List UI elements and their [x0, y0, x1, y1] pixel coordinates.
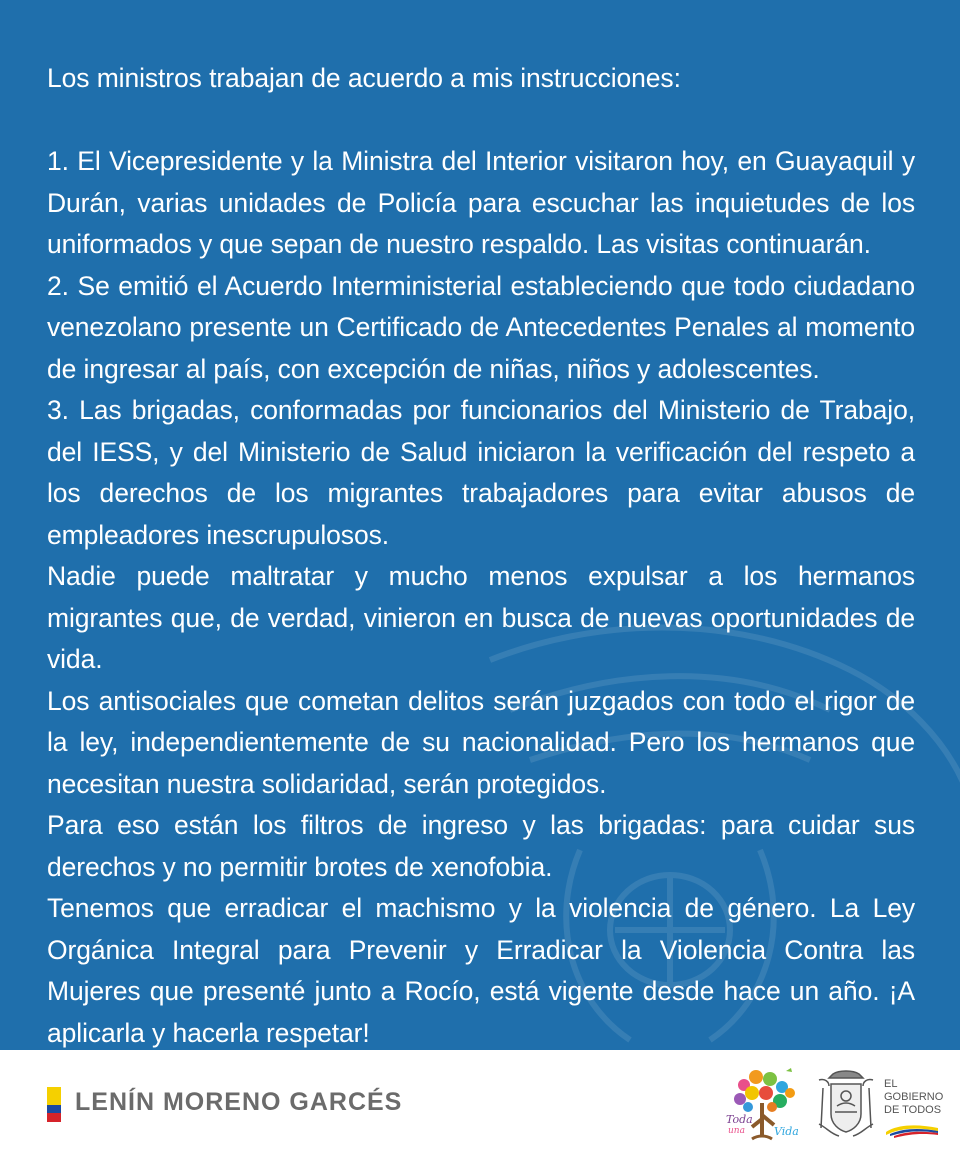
- paragraph-1: 1. El Vicepresidente y la Ministra del Interior visitaron hoy, en Guayaquil y Durán, varias unidades de Policía para escuchar las inquietudes de los uniformados y que sepan de nuestro respaldo. Las visitas continuarán.: [47, 146, 915, 259]
- message-intro: Los ministros trabajan de acuerdo a mis instrucciones:: [47, 63, 681, 93]
- gov-logo-line-2: GOBIERNO: [884, 1091, 944, 1103]
- ecuador-flag-icon: [47, 1087, 61, 1122]
- flag-yellow-stripe: [47, 1087, 61, 1105]
- paragraph-4: Nadie puede maltratar y mucho menos expulsar a los hermanos migrantes que, de verdad, vinieron en busca de nuevas oportunidades de vida.: [47, 561, 915, 674]
- paragraph-5: Los antisociales que cometan delitos serán juzgados con todo el rigor de la ley, independientemente de su nacionalidad. Pero los hermanos que necesitan nuestra solidaridad, serán protegidos.: [47, 685, 915, 799]
- flag-red-stripe: [47, 1113, 61, 1122]
- toda-una-vida-logo-icon: [722, 1063, 804, 1145]
- paragraph-7: Tenemos que erradicar el machismo y la violencia de género. La Ley Orgánica Integral para Prevenir y Erradicar la Violencia Contra las Mujeres que presenté junto a Rocío, está vigente desde hace un año. ¡A aplicarla y hacerla respetar!: [47, 893, 915, 1048]
- gov-logo-line-3: DE TODOS: [884, 1104, 942, 1116]
- gobierno-de-todos-logo: [884, 1078, 943, 1117]
- paragraph-3: 3. Las brigadas, conformadas por funcionarios del Ministerio de Trabajo, del IESS, y del Ministerio de Salud iniciaron la verificación del respeto a los derechos de los migrantes trabajadores para evitar abusos de empleadores inescrupulosos.: [47, 395, 915, 550]
- coat-of-arms-icon: [815, 1068, 877, 1140]
- svg-text:Vida: Vida: [774, 1125, 799, 1138]
- svg-text:una: una: [728, 1126, 745, 1136]
- paragraph-2: 2. Se emitió el Acuerdo Interministerial estableciendo que todo ciudadano venezolano presente un Certificado de Antecedentes Penales al momento de ingresar al país, con excepción de niñas, niños y adolescentes.: [47, 270, 915, 384]
- paragraph-6: Para eso están los filtros de ingreso y las brigadas: para cuidar sus derechos y no permitir brotes de xenofobia.: [47, 810, 915, 882]
- signature-name: LENÍN MORENO GARCÉS: [75, 1088, 403, 1116]
- svg-text:Toda: Toda: [726, 1113, 753, 1126]
- gov-logo-line-1: EL: [884, 1078, 898, 1090]
- message-body: [47, 58, 915, 1050]
- flag-blue-stripe: [47, 1105, 61, 1114]
- gov-logo-swoosh-icon: [884, 1122, 940, 1138]
